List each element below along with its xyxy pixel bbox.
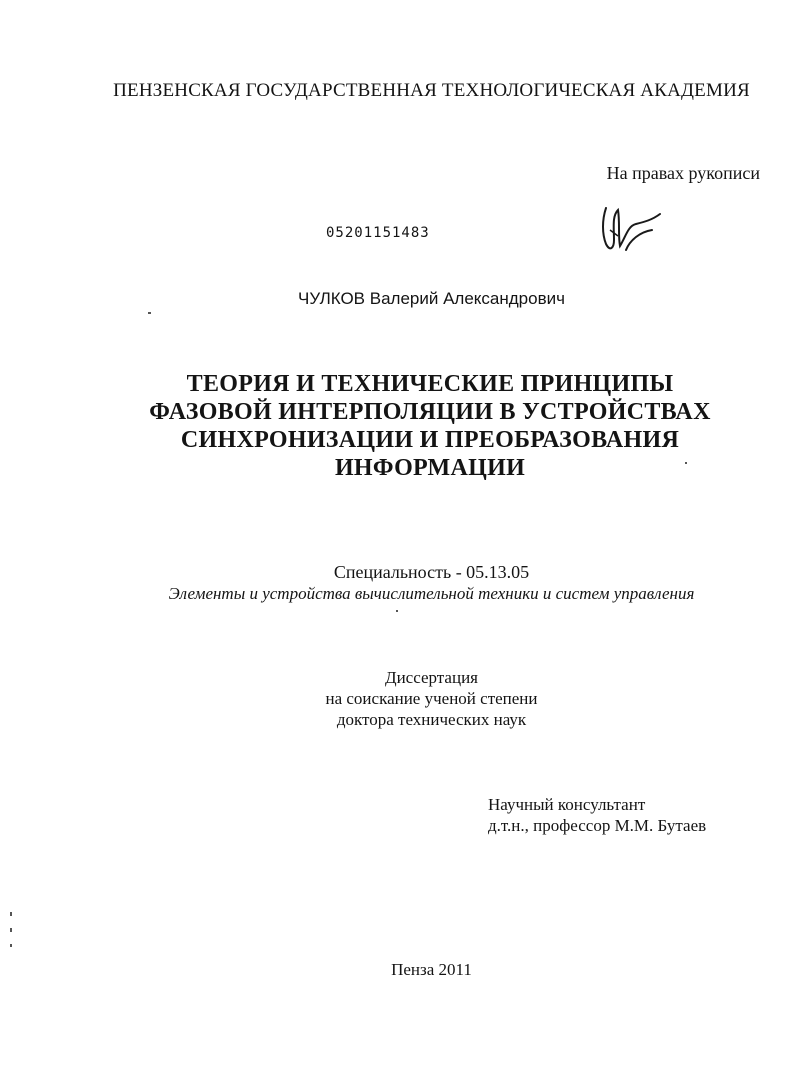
dissertation-line: Диссертация [384, 668, 478, 687]
city-year: Пенза 2011 [391, 960, 472, 979]
specialty-name: Элементы и устройства вычислительной техники и систем управления [168, 584, 695, 603]
scan-speck [10, 928, 12, 932]
title-line: СИНХРОНИЗАЦИИ И ПРЕОБРАЗОВАНИЯ [180, 427, 680, 453]
manuscript-rights-note: На правах рукописи [606, 163, 760, 183]
institution-name: ПЕНЗЕНСКАЯ ГОСУДАРСТВЕННАЯ ТЕХНОЛОГИЧЕСКАЯ АКАДЕМИЯ [113, 80, 750, 101]
scan-speck [10, 944, 12, 947]
scientific-consultant [488, 794, 706, 836]
title-line: ТЕОРИЯ И ТЕХНИЧЕСКИЕ ПРИНЦИПЫ [186, 371, 674, 397]
specialty-label: Специальность - 05.13.05 [333, 562, 530, 582]
dissertation-line: доктора технических наук [336, 710, 527, 729]
dissertation-title [120, 370, 740, 482]
dissertation-line: на соискание ученой степени [325, 689, 538, 708]
consultant-label: Научный консультант [488, 795, 646, 814]
document-code: 05201151483 [326, 225, 430, 241]
scan-speck [396, 610, 398, 612]
scan-speck [685, 462, 687, 464]
dissertation-type [0, 667, 793, 730]
scan-speck [10, 912, 12, 916]
author-name: ЧУЛКОВ Валерий Александрович [298, 289, 565, 308]
title-line: ФАЗОВОЙ ИНТЕРПОЛЯЦИИ В УСТРОЙСТВАХ [149, 399, 711, 425]
consultant-name: д.т.н., профессор М.М. Бутаев [488, 816, 707, 835]
signature-mark [596, 200, 666, 264]
scan-speck [148, 312, 151, 314]
title-line: ИНФОРМАЦИИ [334, 455, 526, 481]
